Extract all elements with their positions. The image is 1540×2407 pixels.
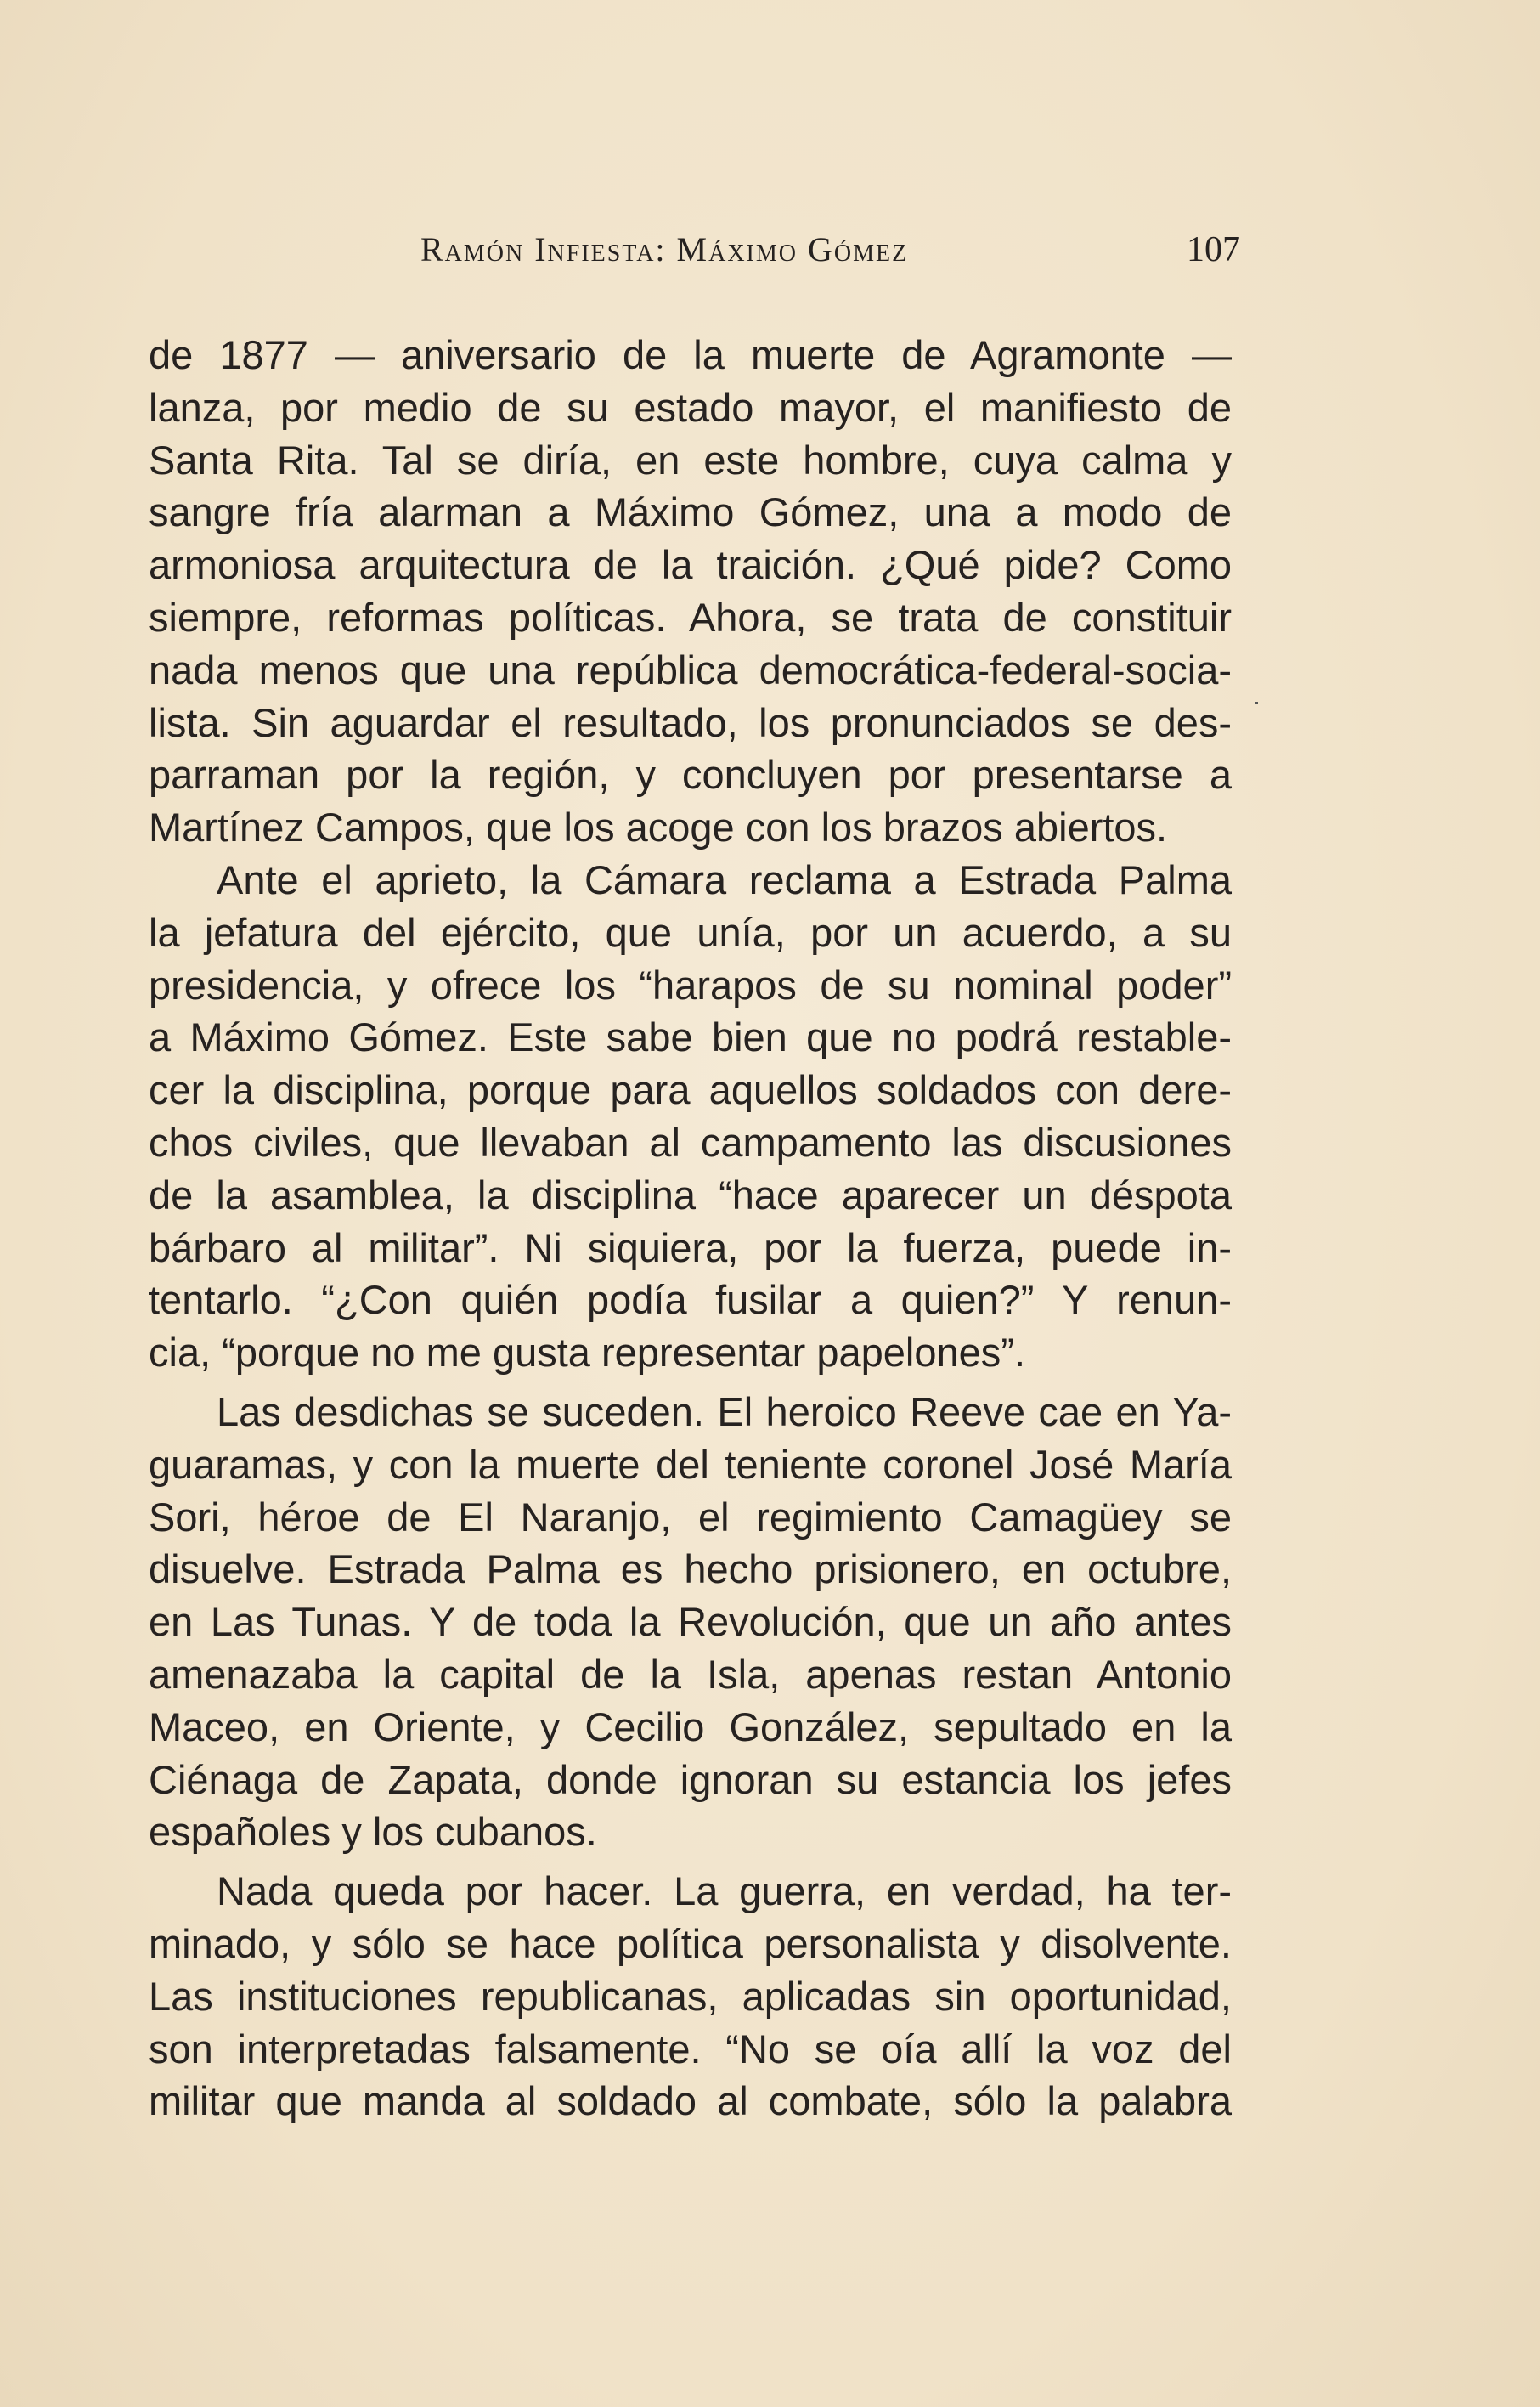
- text-line: Santa Rita. Tal se diría, en este hombre, cuya calma y: [149, 437, 1232, 483]
- text-line: a Máximo Gómez. Este sabe bien que no podrá restable-: [149, 1014, 1232, 1060]
- paragraph-1: [149, 329, 1232, 854]
- text-line: sangre fría alarman a Máximo Gómez, una a modo de: [149, 489, 1232, 535]
- text-line: de 1877 — aniversario de la muerte de Agramonte —: [149, 332, 1232, 377]
- text-line: nada menos que una república democrática-federal-socia-: [149, 647, 1232, 692]
- text-line: lista. Sin aguardar el resultado, los pronunciados se des-: [149, 699, 1232, 745]
- text-line: Nada queda por hacer. La guerra, en verdad, ha ter-: [217, 1868, 1232, 1914]
- running-head: [420, 229, 1240, 280]
- paragraph-2: [149, 854, 1232, 1379]
- text-line: Ciénaga de Zapata, donde ignoran su estancia los jefes: [149, 1756, 1232, 1802]
- text-line: son interpretadas falsamente. “No se oía allí la voz del: [149, 2026, 1232, 2071]
- text-line: Las instituciones republicanas, aplicadas sin oportunidad,: [149, 1973, 1232, 2019]
- text-line: armoniosa arquitectura de la traición. ¿Qué pide? Como: [149, 542, 1232, 588]
- running-title: Ramón Infiesta: Máximo Gómez: [420, 230, 909, 268]
- paragraph-3: [149, 1386, 1232, 1858]
- text-line: Ante el aprieto, la Cámara reclama a Estrada Palma: [217, 856, 1232, 902]
- body-text: [149, 329, 1232, 2127]
- text-line: lanza, por medio de su estado mayor, el manifiesto de: [149, 384, 1232, 430]
- print-speck: [1255, 702, 1258, 704]
- text-line: parraman por la región, y concluyen por presentarse a: [149, 752, 1232, 798]
- text-line: presidencia, y ofrece los “harapos de su nominal poder”: [149, 962, 1232, 1008]
- text-line: Maceo, en Oriente, y Cecilio González, sepultado en la: [149, 1704, 1232, 1749]
- text-line: amenazaba la capital de la Isla, apenas restan Antonio: [149, 1651, 1232, 1697]
- text-line: bárbaro al militar”. Ni siquiera, por la fuerza, puede in-: [149, 1224, 1232, 1270]
- text-line: en Las Tunas. Y de toda la Revolución, que un año antes: [149, 1599, 1232, 1645]
- text-line: militar que manda al soldado al combate, sólo la palabra: [149, 2078, 1232, 2124]
- text-line: Las desdichas se suceden. El heroico Reeve cae en Ya-: [217, 1388, 1232, 1434]
- text-line: disuelve. Estrada Palma es hecho prisionero, en octubre,: [149, 1546, 1232, 1592]
- text-line: la jefatura del ejército, que unía, por un acuerdo, a su: [149, 909, 1232, 955]
- page-number: 107: [1187, 230, 1240, 269]
- text-line: tentarlo. “¿Con quién podía fusilar a quien?” Y renun-: [149, 1277, 1232, 1323]
- text-line: cia, “porque no me gusta representar papelones”.: [149, 1330, 1026, 1376]
- text-line: minado, y sólo se hace política personalista y disolvente.: [149, 1920, 1232, 1966]
- text-line: chos civiles, que llevaban al campamento las discusiones: [149, 1119, 1232, 1165]
- text-line: Sori, héroe de El Naranjo, el regimiento Camagüey se: [149, 1494, 1232, 1540]
- text-line: Martínez Campos, que los acoge con los brazos abiertos.: [149, 805, 1168, 850]
- text-line: de la asamblea, la disciplina “hace aparecer un déspota: [149, 1172, 1232, 1218]
- text-line: españoles y los cubanos.: [149, 1809, 597, 1855]
- text-line: cer la disciplina, porque para aquellos soldados con dere-: [149, 1067, 1232, 1113]
- paragraph-4: [149, 1865, 1232, 2127]
- text-line: siempre, reformas políticas. Ahora, se trata de constituir: [149, 594, 1232, 640]
- text-line: guaramas, y con la muerte del teniente coronel José María: [149, 1441, 1232, 1487]
